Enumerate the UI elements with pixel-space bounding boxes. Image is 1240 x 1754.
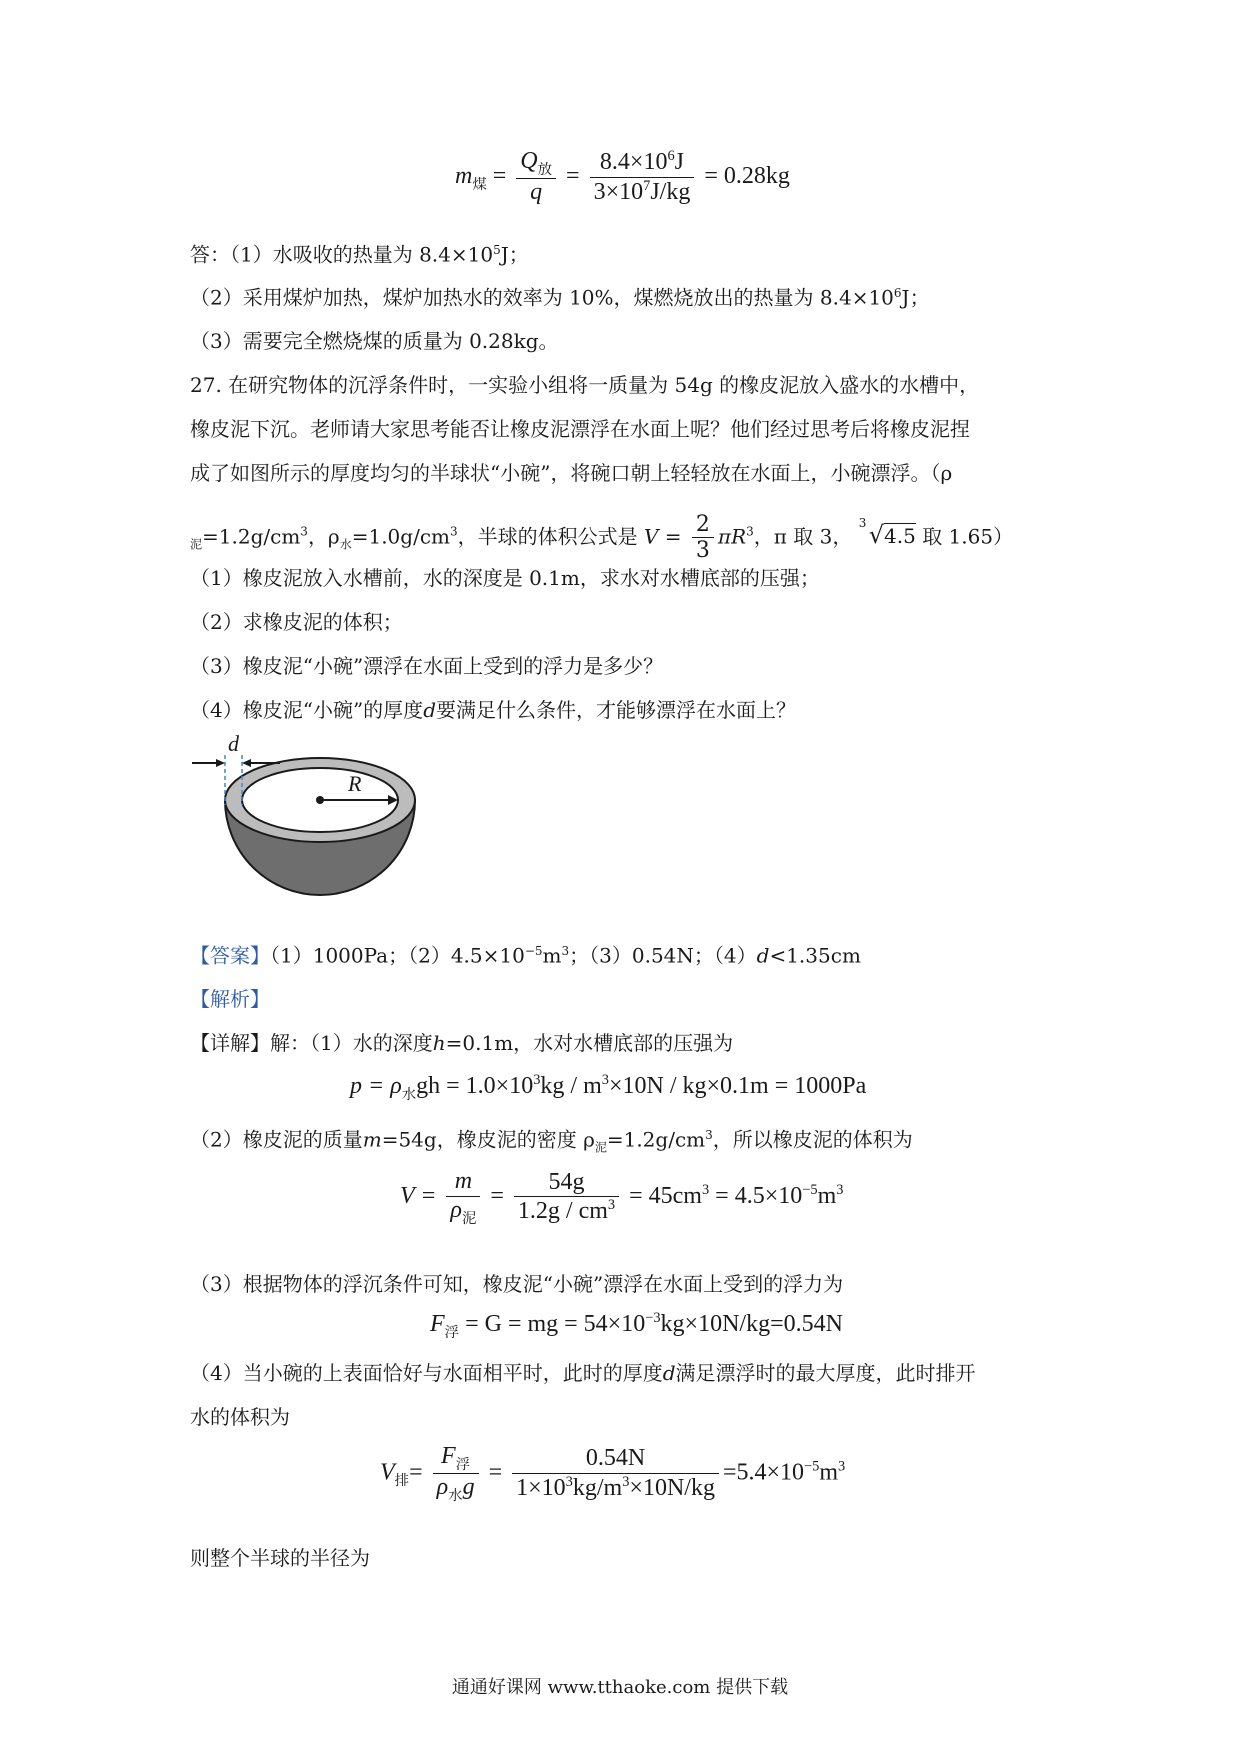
answer-tag: 【答案】 — [190, 943, 270, 968]
question-27-line-2: 橡皮泥下沉。老师请大家思考能否让橡皮泥漂浮在水面上呢？他们经过思考后将橡皮泥捏 — [190, 417, 970, 441]
question-27-line-4: $_泥=1.2g/cm^3$，$\rho_水=1.0g/cm^3$，半球的体积公式是 V = $\frac{2}{3}$ $\pi R^3$，π 取 3， 3 √4.5 取 1.65） — [190, 512, 1014, 564]
detail-line-2: （2）橡皮泥的质量m=54g，橡皮泥的密度 $\rho_泥=1.2g/cm^3$，所以橡皮泥的体积为 — [190, 1127, 913, 1155]
detail-line-5: 水的体积为 — [190, 1405, 290, 1429]
displaced-volume-equation: $V_排=$ $\frac{F_浮}{\rho_水g}$ = $\frac{0.54N}{1\times 10^3kg/m^3\times 10N/kg}$ $=5.4\times 10^{-5}m^3$ — [380, 1443, 846, 1505]
prev-answer-1: 答：（1）水吸收的热量为 $8.4\times 10^5J$； — [190, 242, 529, 267]
prev-answer-2: （2）采用煤炉加热，煤炉加热水的效率为 10%，煤燃烧放出的热量为 $8.4\times 10^6J$； — [190, 285, 930, 310]
question-27-part-4: （4）橡皮泥“小碗”的厚度d要满足什么条件，才能够漂浮在水面上？ — [190, 698, 796, 722]
question-27-part-2: （2）求橡皮泥的体积； — [190, 610, 403, 634]
answer-line: 【答案】（1）1000Pa；$(2)4.5\times 10^{-5}m^3$；（3）0.54N；（4）d<1.35cm — [190, 943, 861, 968]
question-27-part-3: （3）橡皮泥“小碗”漂浮在水面上受到的浮力是多少？ — [190, 654, 664, 678]
coal-mass-equation: $m_煤$ = $\frac{Q_放}{q}$ = $\frac{8.4\times 10^6J}{3\times 10^7J/kg}$ = 0.28kg — [455, 148, 790, 206]
buoyancy-equation: $F_浮 = G$ = mg = $54\times 10^{-3}kg\times 10N/kg=0.54N$ — [430, 1310, 843, 1341]
detail-line-3: （3）根据物体的浮沉条件可知，橡皮泥“小碗”漂浮在水面上受到的浮力为 — [190, 1272, 844, 1296]
question-27-part-1: （1）橡皮泥放入水槽前，水的深度是 0.1m，求水对水槽底部的压强； — [190, 566, 820, 590]
question-27-line-3: 成了如图所示的厚度均匀的半球状“小碗”，将碗口朝上轻轻放在水面上，小碗漂浮。（ρ — [190, 461, 953, 485]
label-R: R — [348, 771, 362, 796]
volume-equation: V = $\frac{m}{\rho_泥}$ = $\frac{54g}{1.2g / cm^3}$ = $45cm^3 = 4.5\times 10^{-5}m^3$ — [400, 1168, 844, 1227]
hemisphere-bowl-figure — [180, 735, 460, 935]
analysis-tag: 【解析】 — [190, 987, 270, 1011]
pressure-equation: $p = \rho_水gh = 1.0\times 10^3kg / m^3\times 10N / kg\times 0.1m = 1000Pa$ — [350, 1072, 867, 1103]
detail-line-6: 则整个半球的半径为 — [190, 1546, 370, 1570]
detail-line-4: （4）当小碗的上表面恰好与水面相平时，此时的厚度d满足漂浮时的最大厚度，此时排开 — [190, 1361, 976, 1385]
label-d: d — [228, 735, 239, 756]
prev-answer-3: （3）需要完全燃烧煤的质量为 0.28kg。 — [190, 329, 559, 353]
page-footer: 通通好课网 www.tthaoke.com 提供下载 — [451, 1677, 789, 1698]
question-27-line-1: 27. 在研究物体的沉浮条件时，一实验小组将一质量为 54g 的橡皮泥放入盛水的水槽中， — [190, 373, 980, 397]
detail-line-1: 【详解】解：（1）水的深度h=0.1m，水对水槽底部的压强为 — [190, 1031, 734, 1055]
